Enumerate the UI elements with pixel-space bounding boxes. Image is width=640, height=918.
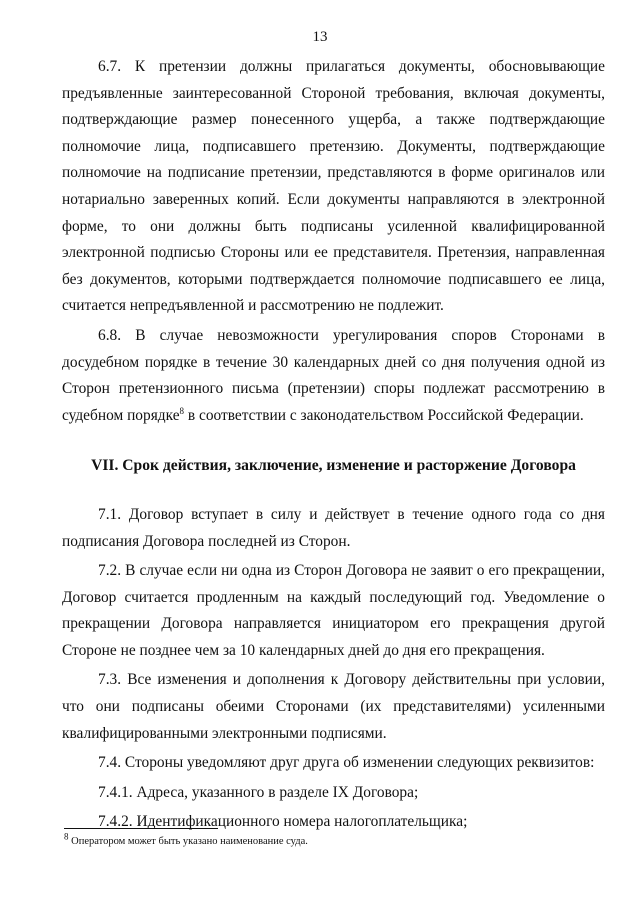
paragraph-6-8-text-end: в соответствии с законодательством Российской Федерации. [184, 406, 584, 424]
document-body [62, 54, 605, 836]
section-heading-vii: VII. Срок действия, заключение, изменение и расторжение Договора [91, 457, 576, 475]
footnote-text: Оператором может быть указано наименование суда. [68, 836, 308, 847]
paragraph-6-7: 6.7. К претензии должны прилагаться документы, обосновывающие предъявленные заинтересованной Стороной требования, включая документы, подтверждающие размер понесенного ущерба, а также подтверждающие полномочие лица, подписавшего претензию. Документы, подтверждающие полномочие на подписание претензии, представляются в форме оригиналов или нотариально заверенных копий. Если документы направляются в электронной форме, то они должны быть подписаны усиленной квалифицированной электронной подписью Стороны или ее представителя. Претензия, направленная без документов, которыми подтверждается полномочие подписавшего ее лица, считается непредъявленной и рассмотрению не подлежит. [62, 58, 605, 315]
paragraph-7-4-1: 7.4.1. Адреса, указанного в разделе IX Договора; [98, 783, 419, 801]
paragraph-7-2: 7.2. В случае если ни одна из Сторон Договора не заявит о его прекращении, Договор считается продленным на каждый последующий год. Уведомление о прекращении Договора направляется инициатором его прекращения другой Стороне не позднее чем за 10 календарных дней до дня его прекращения. [62, 562, 605, 659]
page-number: 13 [312, 29, 328, 45]
paragraph-7-4: 7.4. Стороны уведомляют друг друга об изменении следующих реквизитов: [98, 754, 595, 772]
paragraph-6-8-text: 6.8. В случае невозможности урегулирования споров Сторонами в досудебном порядке в течение 30 календарных дней со дня получения одной из Сторон претензионного письма (претензии) споры подлежат рассмотрению в судебном порядке [62, 326, 605, 424]
footnote-mark: 8 [64, 831, 69, 842]
footnote-reference[interactable]: 8 [179, 405, 185, 416]
paragraph-7-3: 7.3. Все изменения и дополнения к Договору действительны при условии, что они подписаны обеими Сторонами (их представителями) усиленными квалифицированными электронными подписями. [62, 671, 605, 742]
footnote-separator [64, 828, 218, 829]
paragraph-7-1: 7.1. Договор вступает в силу и действует в течение одного года со дня подписания Договора последней из Сторон. [62, 505, 605, 550]
paragraph-7-4-2: 7.4.2. Идентификационного номера налогоплательщика; [98, 813, 468, 831]
paragraph-6-8 [62, 323, 605, 429]
footnote [64, 831, 308, 847]
